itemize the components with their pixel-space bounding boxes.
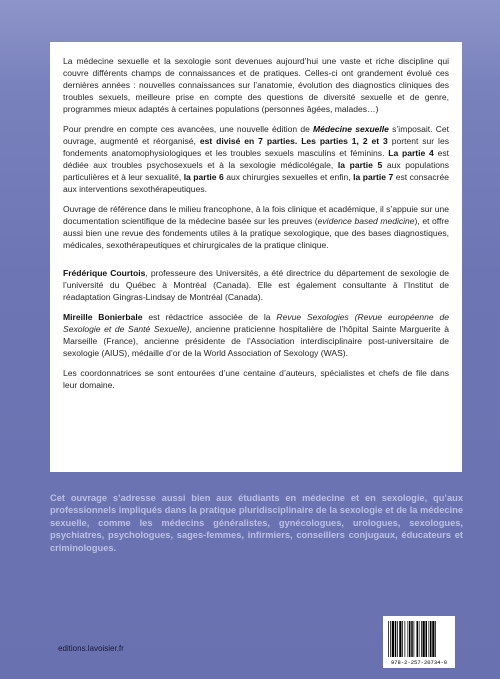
structure-paragraph	[63, 123, 449, 195]
publisher-url: editions.lavoisier.fr	[58, 644, 124, 653]
intro-paragraph: La médecine sexuelle et la sexologie sont devenues aujourd’hui une vaste et riche discipline qui couvre différents champs de connaissances et de pratiques. Celles-ci ont grandement évolué ces dernières années : nouvelles connaissances sur l’anatomie, évolution des diagnostics cliniques des troubles sexuels, meilleure prise en compte des questions de diversité sexuelle et de genre, programmes mieux adaptés à certaines populations (personnes âgées, malades…)	[63, 56, 449, 114]
text-run: aux populations particulières et à leur sexualité,	[63, 160, 450, 182]
barcode-bar	[392, 621, 394, 657]
bold-run: est divisé en 7 parties. Les parties 1, 2 et 3	[199, 136, 388, 146]
italic-run: Revue Sexologies (Revue européenne de Sexologie et de Santé Sexuelle)	[63, 312, 450, 334]
audience-statement: Cet ouvrage s’adresse aussi bien aux étudiants en médecine et en sexologie, qu’aux professionnels impliqués dans la pratique pluridisciplinaire de la sexologie et de la médecine sexuelle, comme les médecins généralistes, gynécologues, urologues, sexologues, psychiatres, psychologues, sages-femmes, infirmiers, conseillers conjugaux, éducateurs et criminologues.	[50, 493, 463, 553]
barcode-bar	[430, 621, 432, 657]
barcode-bar	[432, 621, 434, 657]
text-run: aux chirurgies sexuelles et enfin,	[223, 172, 354, 182]
barcode-bar	[429, 621, 430, 657]
contributors-paragraph: Les coordonnatrices se sont entourées d’une centaine d’auteurs, spécialistes et chefs de file dans leur domaine.	[63, 368, 449, 390]
text-run: , ancienne praticienne hospitalière de l’hôpital Sainte Marguerite à Marseille (France), ancienne présidente de l’Association interdisciplinaire post-universitaire de sexologie (AIUS), médaille d’or de la World Association of Sexology (WAS).	[63, 324, 449, 358]
text-run: s’imposait. Cet ouvrage, augmenté et réorganisé,	[63, 124, 449, 146]
isbn-text: 978-2-257-20734-0	[390, 659, 448, 666]
barcode-bar	[405, 621, 406, 657]
barcode-bar	[402, 621, 403, 657]
bold-run: la partie 7	[353, 172, 394, 182]
barcode-bar	[399, 621, 401, 657]
bold-run: la partie 5	[337, 160, 383, 170]
barcode-bar	[426, 621, 428, 657]
barcode-bar	[419, 621, 420, 657]
barcode	[383, 616, 455, 668]
text-run: Pour prendre en compte ces avancées, une nouvelle édition de	[63, 124, 314, 134]
author-bio-courtois	[63, 267, 449, 303]
bold-run: la partie 6	[183, 172, 224, 182]
barcode-bar	[417, 621, 419, 657]
text-run: Ouvrage de référence dans le milieu francophone, à la fois clinique et académique, il s’appuie sur une documentation scientifique de la médecine basée sur les preuves (	[63, 204, 449, 226]
bold-run: La partie 4	[388, 148, 434, 158]
reference-paragraph	[63, 203, 449, 251]
spacer	[63, 259, 449, 267]
barcode-bars	[383, 616, 455, 660]
barcode-bar	[395, 621, 397, 657]
barcode-bar	[423, 621, 425, 657]
author-name: Mireille Bonierbale	[63, 312, 143, 322]
description-panel	[50, 42, 462, 472]
barcode-bar	[390, 621, 391, 657]
barcode-bar	[409, 621, 411, 657]
author-name: Frédérique Courtois	[63, 268, 146, 278]
barcode-bar	[397, 621, 398, 657]
text-run: portent sur les fondements anatomophysiologiques et les troubles sexuels masculins et féminins.	[63, 136, 449, 158]
text-run: est consacrée aux interventions sexothérapeutiques.	[63, 172, 450, 194]
barcode-bar	[435, 621, 436, 657]
text-run: est rédactrice associée de la	[142, 312, 277, 322]
text-run: , professeure des Universités, a été directrice du département de sexologie de l’université du Québec à Montréal (Canada). Elle est également consultante à l’Institut de réadaptation Gingras-Lindsay de Montréal (Canada).	[63, 268, 449, 302]
barcode-bar	[421, 621, 422, 657]
text-run: ), et offre aussi bien une revue des fondements utiles à la pratique sexologique, que des bases diagnostiques, médicales, sexothérapeutiques et chirurgicales de la pratique clinique.	[63, 216, 449, 250]
text-run: est dédiée aux troubles psychosexuels et à la sexologie médicolégale,	[63, 148, 449, 170]
barcode-bar	[408, 621, 409, 657]
barcode-bar	[388, 621, 389, 657]
author-bio-bonierbale	[63, 311, 449, 359]
book-title: Médecine sexuelle	[313, 124, 389, 134]
italic-run: evidence based medicine	[317, 216, 415, 226]
barcode-bar	[411, 621, 413, 657]
barcode-bar	[414, 621, 415, 657]
